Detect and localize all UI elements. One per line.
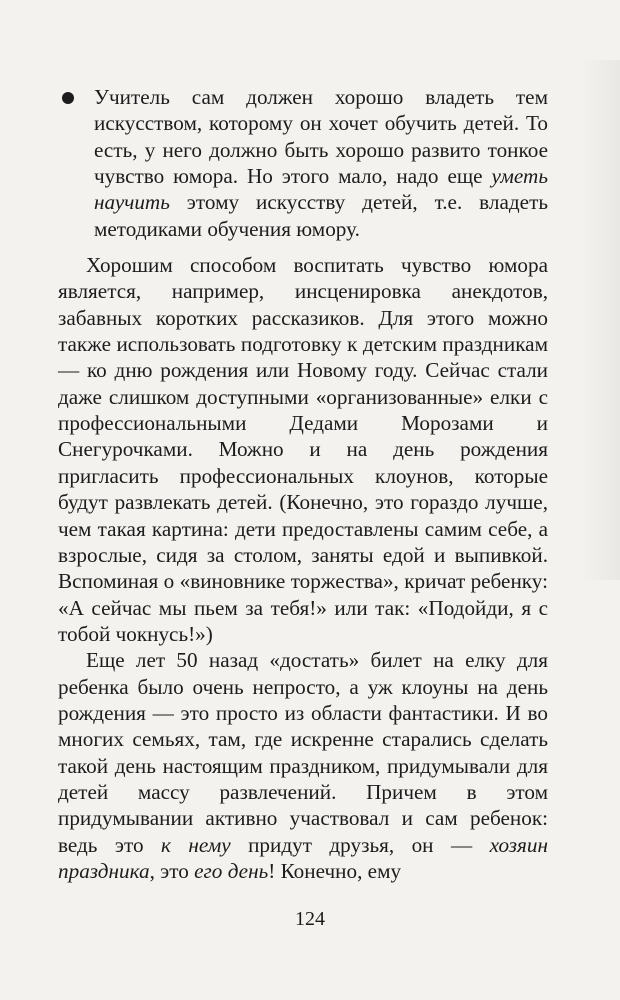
paragraph-text-part: , это: [149, 858, 195, 883]
paragraph-text-part: Еще лет 50 назад «достать» билет на елку для ребенка было очень непросто, а уж клоуны на день рождения — это просто из области фантастики. И во многих семьях, там, где искренне старались сделать такой день настоящим праздником, придумывали для детей массу развлечений. Причем в этом придумывании активно участвовал и сам ребенок: ведь это: [58, 648, 548, 857]
bullet-text-part: этому искусству детей, т.е. владеть методиками обучения юмору.: [94, 190, 548, 241]
bullet-emphasis: уметь научить: [94, 164, 548, 215]
bullet-list-item: [58, 84, 548, 242]
bullet-icon: [62, 92, 74, 104]
bullet-text-part: Учитель сам должен хорошо владеть тем искусством, которому он хочет обучить детей. То есть, у него должно быть хорошо развито тонкое чувство юмора. Но этого мало, надо еще: [94, 85, 548, 189]
paragraph-emphasis: хозяин праздника: [58, 832, 548, 883]
page-body-text: [58, 84, 548, 884]
paragraph-humor-methods: Хорошим способом воспитать чувство юмора является, например, инсценировка анекдотов, забавных коротких рассказиков. Для этого можно также использовать подготовку к детским праздникам — ко дню рождения или Новому году. Сейчас стали даже слишком доступными «организованные» елки с профессиональными Дедами Морозами и Снегурочками. Можно и на день рождения пригласить профессиональных клоунов, которые будут развлекать детей. (Конечно, это гораздо лучше, чем такая картина: дети предоставлены самим себе, а взрослые, сидя за столом, заняты едой и выпивкой. Вспоминая о «виновнике торжества», кричат ребенку: «А сейчас мы пьем за тебя!» или так: «Подойди, я с тобой чокнусь!»): [58, 253, 548, 646]
paragraph-text-part: ! Конечно, ему: [268, 858, 402, 883]
page-edge-shadow: [580, 60, 620, 580]
page-number: 124: [295, 908, 325, 930]
paragraph-emphasis: его день: [194, 858, 269, 883]
paragraph-emphasis: к нему: [160, 832, 231, 857]
paragraph-holiday-memories: [58, 647, 548, 884]
paragraph-text-part: придут друзья, он —: [230, 832, 490, 857]
